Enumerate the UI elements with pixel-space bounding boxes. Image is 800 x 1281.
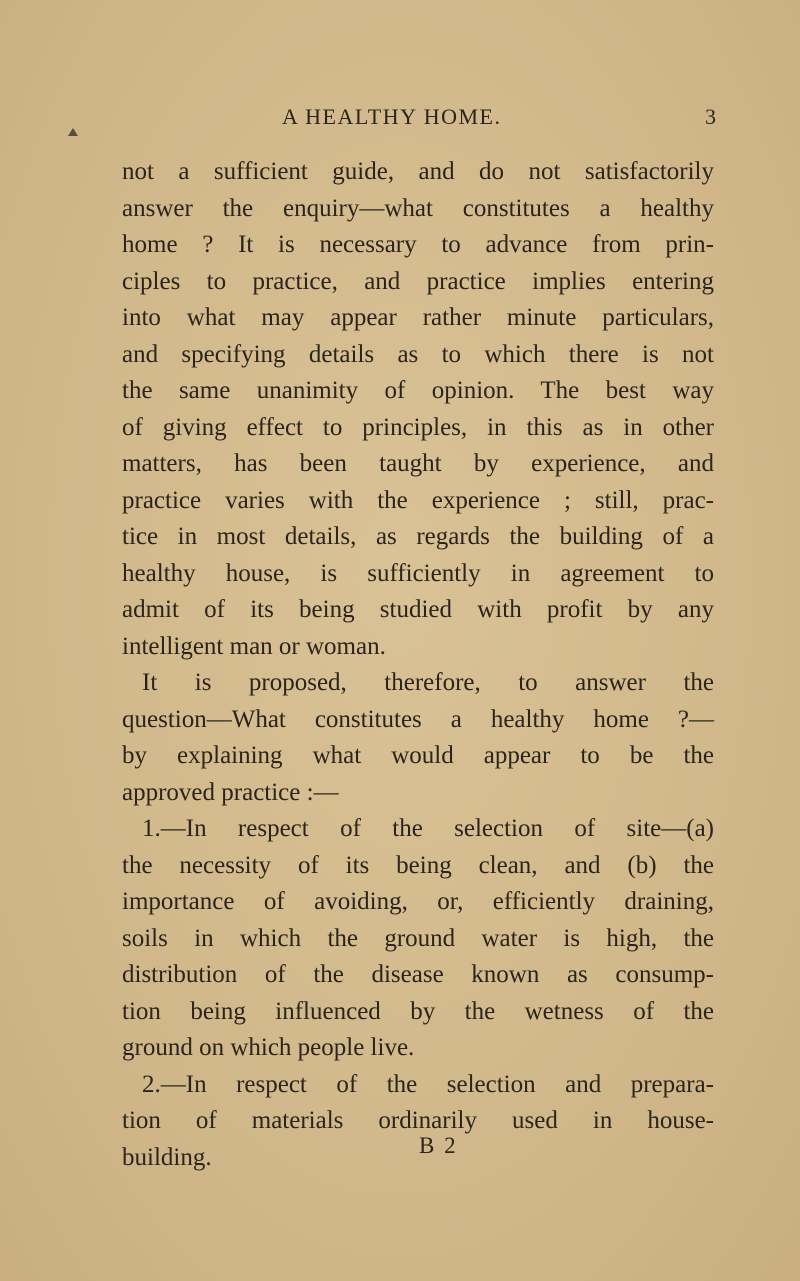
text-line: building. xyxy=(122,1143,212,1171)
text-line: It is proposed, therefore, to answer the xyxy=(142,669,714,696)
running-head: A HEALTHY HOME. xyxy=(282,104,502,129)
text-line: into what may appear rather minute particulars, xyxy=(122,304,714,331)
text-line: tion being influenced by the wetness of the xyxy=(122,997,714,1025)
text-line: of giving effect to principles, in this as in other xyxy=(122,413,714,441)
page-header xyxy=(0,104,800,136)
text-line: home ? It is necessary to advance from prin- xyxy=(122,231,714,258)
text-line: tice in most details, as regards the building of a xyxy=(122,523,714,550)
text-line: matters, has been taught by experience, and xyxy=(122,450,714,477)
signature-mark: B 2 xyxy=(419,1133,458,1158)
text-line: ground on which people live. xyxy=(122,1034,415,1061)
text-line: tion of materials ordinarily used in house- xyxy=(122,1107,714,1134)
text-line: question—What constitutes a healthy home ?— xyxy=(122,705,714,733)
text-line: 1.—In respect of the selection of site—(a) xyxy=(142,815,714,842)
text-line: the same unanimity of opinion. The best way xyxy=(122,377,714,404)
text-line: intelligent man or woman. xyxy=(122,632,386,660)
text-line: practice varies with the experience ; still, prac- xyxy=(122,486,714,514)
text-line: healthy house, is sufficiently in agreement to xyxy=(122,559,714,587)
text-line: and specifying details as to which there is not xyxy=(122,340,714,368)
body-text xyxy=(122,154,714,1176)
text-line: importance of avoiding, or, efficiently draining, xyxy=(122,888,714,915)
text-line: approved practice :— xyxy=(122,778,339,806)
page-number: 3 xyxy=(705,104,716,129)
text-line: the necessity of its being clean, and (b) the xyxy=(122,851,714,879)
text-line: distribution of the disease known as consump- xyxy=(122,961,714,988)
text-line: answer the enquiry—what constitutes a healthy xyxy=(122,194,714,222)
text-line: not a sufficient guide, and do not satisfactorily xyxy=(122,158,714,185)
text-line: admit of its being studied with profit by any xyxy=(122,596,714,623)
text-line: 2.—In respect of the selection and prepara- xyxy=(142,1070,714,1098)
text-line: ciples to practice, and practice implies entering xyxy=(122,267,714,295)
text-line: soils in which the ground water is high, the xyxy=(122,924,714,952)
text-line: by explaining what would appear to be the xyxy=(122,742,714,769)
